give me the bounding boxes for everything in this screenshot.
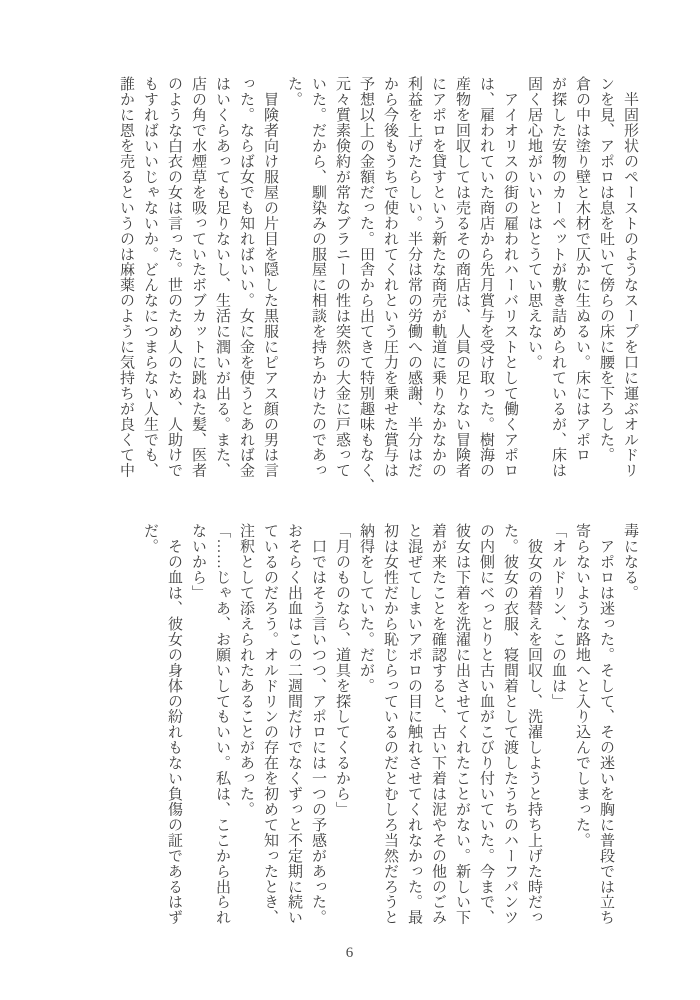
text-line: だ。 (142, 523, 158, 554)
text-line: 「……じゃあ、お願いしてもいい。私は、ここから出られ (214, 523, 230, 925)
text-line: 寄らないような路地へと入り込んでしまった。 (574, 523, 590, 848)
text-line: から今後もうちで使われてくれという圧力を乗せた賞与は (382, 76, 398, 478)
text-line: 口ではそう言いつつ、アポロには一つの予感があった。 (310, 523, 326, 925)
text-block-bottom (138, 523, 642, 943)
text-line: と混ぜてしまいアポロの目に触れさせてくれなかった。最 (406, 523, 422, 925)
text-line: 彼女は下着を洗濯に出させてくれたことがない。新しい下 (454, 523, 470, 925)
text-line: 倉の中は塗り壁と木材で仄かに生ぬるい。床にはアポロ (574, 76, 590, 463)
text-line: 冒険者向け服屋の片目を隠した黒服にピアス顔の男は言 (262, 76, 278, 478)
text-line: ンを見、アポロは息を吐いて傍らの床に腰を下ろした。 (598, 76, 614, 463)
text-line: 注釈として添えられたあることがあった。 (238, 523, 254, 817)
text-line: アイオリスの街の雇われハーバリストとして働くアポロ (502, 76, 518, 478)
text-line: 納得をしていた。だが。 (358, 523, 374, 694)
text-line: 着が来たことを確認すると、古い下着は泥やその他のごみ (430, 523, 446, 925)
text-line: 「月のものなら、道具を探してくるから」 (334, 523, 350, 817)
text-line: 半固形状のペーストのようなスープを口に運ぶオルドリ (622, 76, 638, 478)
text-line: た。 (286, 76, 302, 107)
text-line: 産物を回収しては売るその商店は、人員の足りない冒険者 (454, 76, 470, 478)
page-number: 6 (345, 945, 355, 961)
text-line: もすればいいじゃないか。どんなにつまらない人生でも、 (142, 76, 158, 478)
text-line: 固く居心地がいいとはとうてい思えない。 (526, 76, 542, 370)
text-line: その血は、彼女の身体の紛れもない負傷の証であるはず (166, 523, 182, 925)
text-line: 毒になる。 (622, 523, 638, 601)
text-line: いた。だから、馴染みの服屋に相談を持ちかけたのであっ (310, 76, 326, 478)
text-line: 元々質素倹約が常なブラニーの性は突然の大金に戸惑って (334, 76, 350, 478)
text-line: が探した安物のカーペットが敷き詰められているが、床は (550, 76, 566, 478)
text-line: ているのだろう。オルドリンの存在を初めて知ったとき、 (262, 523, 278, 925)
text-line: 初は女性だから恥じらっているのだとむしろ当然だろうと (382, 523, 398, 925)
text-line: はいくらあっても足りないし、生活に潤いが出る。また、 (214, 76, 230, 478)
text-line: は、雇われていた商店から先月賞与を受け取った。樹海の (478, 76, 494, 478)
text-line: 利益を上げたらしい。半分は常の労働への感謝、半分はだ (406, 76, 422, 478)
text-line: 誰かに恩を売るというのは麻薬のように気持ちが良くて中 (118, 76, 134, 478)
text-line: 予想以上の金額だった。田舎から出てきて特別趣味もなく、 (358, 76, 374, 494)
text-line: た。彼女の衣服、寝間着として渡したうちのハーフパンツ (502, 523, 518, 925)
text-line: にアポロを貸すという新たな商売が軌道に乗りなかなかの (430, 76, 446, 478)
text-line: の内側にべっとりと古い血がこびり付いていた。今まで、 (478, 523, 494, 925)
text-line: アポロは迷った。そして、その迷いを胸に普段では立ち (598, 523, 614, 925)
text-block-top (114, 76, 642, 496)
text-line: のような白衣の女は言った。世のため人のため、人助けで (166, 76, 182, 478)
text-line: 店の角で水煙草を吸っていたボブカットに跳ねた髪、医者 (190, 76, 206, 478)
text-line: 彼女の着替えを回収し、洗濯しようと持ち上げた時だっ (526, 523, 542, 925)
text-line: った。ならば女でも知ればいい。女に金を使うとあれば金 (238, 76, 254, 478)
text-line: ないから」 (190, 523, 206, 601)
text-line: おそらく出血はこの二週間だけでなくずっと不定期に続い (286, 523, 302, 925)
text-line: 「オルドリン、この血は」 (550, 523, 566, 709)
